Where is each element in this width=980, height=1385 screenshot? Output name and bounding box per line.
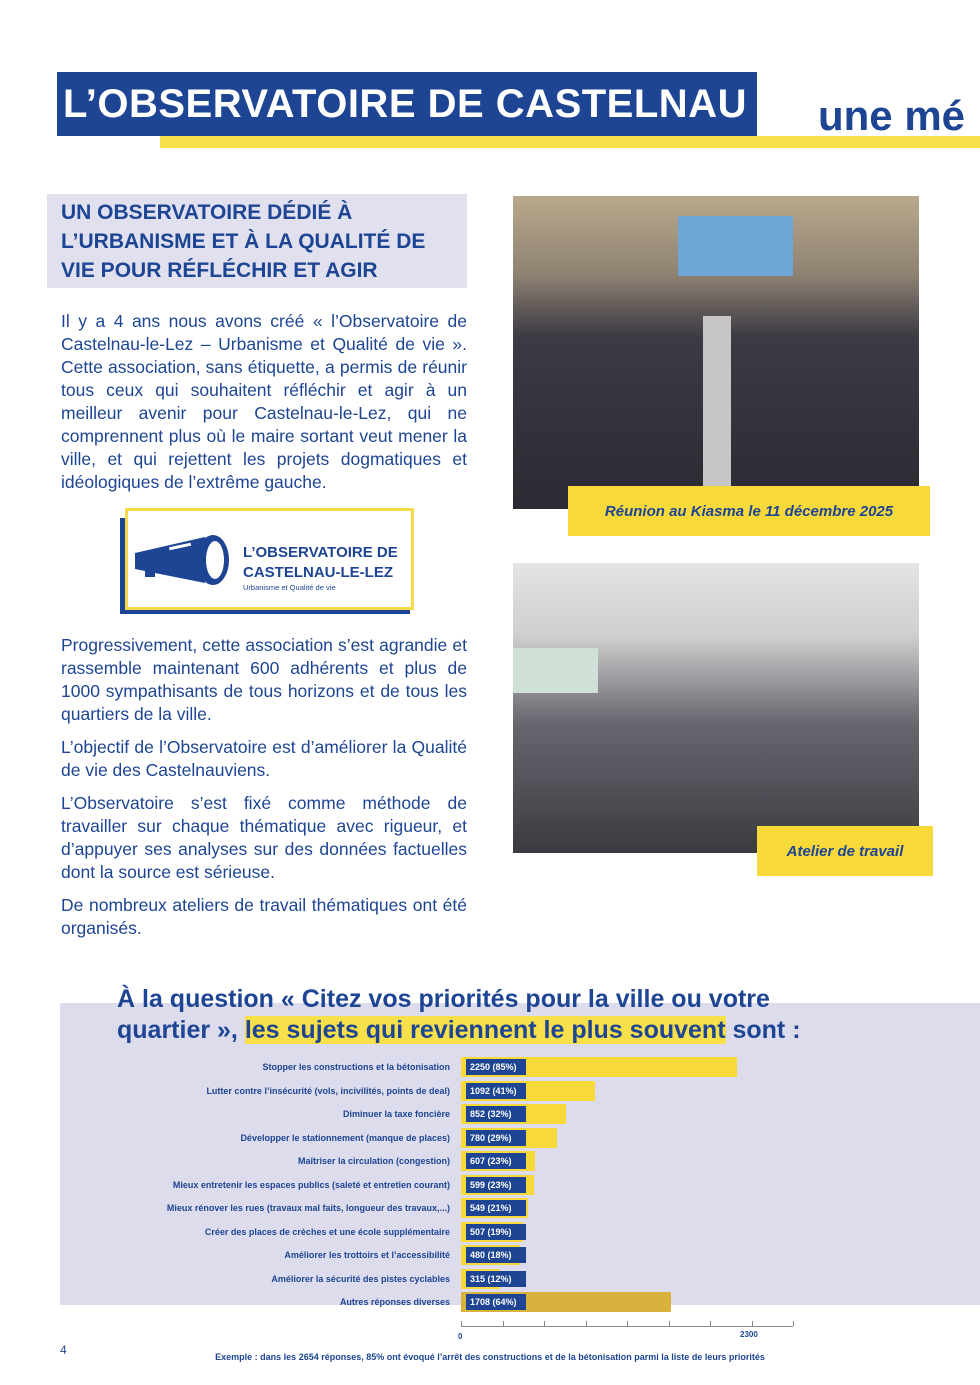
data-label: 780 (29%) (466, 1130, 526, 1146)
category-label: Lutter contre l’insécurité (vols, incivilités, points de deal) (206, 1085, 450, 1096)
x-tick (544, 1321, 545, 1326)
data-label: 852 (32%) (466, 1106, 526, 1122)
section-subheading: UN OBSERVATOIRE DÉDIÉ À L’URBANISME ET À LA QUALITÉ DE VIE POUR RÉFLÉCHIR ET AGIR (47, 194, 467, 288)
photo-workshop (513, 563, 919, 853)
category-label: Stopper les constructions et la bétonisation (262, 1062, 450, 1072)
x-tick-label: 0 (458, 1332, 463, 1341)
question-highlight: les sujets qui reviennent le plus souvent (244, 1016, 726, 1044)
category-label: Autres réponses diverses (339, 1297, 450, 1307)
x-tick (669, 1321, 670, 1326)
photo-kiasma-meeting (513, 196, 919, 509)
photo-caption-kiasma: Réunion au Kiasma le 11 décembre 2025 (568, 486, 930, 536)
x-tick (710, 1321, 711, 1326)
x-tick (793, 1321, 794, 1326)
photo-caption-workshop: Atelier de travail (757, 826, 933, 876)
data-label: 1092 (41%) (466, 1083, 526, 1099)
projection-screen (678, 216, 793, 276)
category-label: Maîtriser la circulation (congestion) (297, 1156, 450, 1166)
question-end: sont : (725, 1016, 801, 1044)
chart-title (117, 984, 801, 1046)
data-label: 599 (23%) (466, 1177, 526, 1193)
x-tick (586, 1321, 587, 1326)
logo-line2: CASTELNAU-LE-LEZ (243, 564, 393, 581)
paragraph-intro: Il y a 4 ans nous avons créé « l’Observatoire de Castelnau-le-Lez – Urbanisme et Qualité de vie ». Cette association, sans étiquette, a permis de réunir tous ceux qui souhaitent réfléchir et agir à un meilleur avenir pour Castelnau-le-Lez, qui ne comprennent plus où le maire sortant veut mener la ville, et qui rejettent les projets dogmatiques et idéologiques de l’extrême gauche. (61, 311, 467, 492)
page-number: 4 (60, 1343, 67, 1357)
category-label: Créer des places de crèches et une école supplémentaire (204, 1226, 450, 1237)
category-label: Mieux entretenir les espaces publics (saleté et entretien courant) (172, 1179, 450, 1190)
paragraph-workshops: De nombreux ateliers de travail thématiques ont été organisés. (61, 895, 467, 938)
data-label: 1708 (64%) (466, 1294, 526, 1310)
question-line2: quartier », (117, 1016, 245, 1044)
x-tick (752, 1321, 753, 1326)
tagline: une mé (818, 92, 966, 139)
category-label: Améliorer la sécurité des pistes cyclables (271, 1273, 450, 1284)
logo-block (120, 508, 420, 618)
data-label: 2250 (85%) (466, 1059, 526, 1075)
megaphone-icon (133, 531, 233, 591)
logo-subtitle: Urbanisme et Qualité de vie (243, 583, 336, 592)
logo-title (243, 543, 398, 583)
observatoire-logo (125, 508, 414, 610)
x-tick (627, 1321, 628, 1326)
x-tick (461, 1321, 462, 1326)
left-column (61, 310, 467, 950)
question-line1: À la question « Citez vos priorités pour la ville ou votre (117, 985, 770, 1013)
data-label: 480 (18%) (466, 1247, 526, 1263)
paragraph-objective: L’objectif de l’Observatoire est d’améliorer la Qualité de vie des Castelnauviens. (61, 737, 467, 780)
aisle (703, 316, 731, 509)
page-title: L’OBSERVATOIRE DE CASTELNAU (57, 72, 757, 136)
x-tick-label: 2300 (740, 1330, 758, 1339)
chart-note: Exemple : dans les 2654 réponses, 85% ont évoqué l’arrêt des constructions et de la bétonisation parmi la liste de leurs priorités (215, 1352, 765, 1362)
data-label: 315 (12%) (466, 1271, 526, 1287)
logo-line1: L’OBSERVATOIRE DE (243, 544, 398, 561)
data-label: 507 (19%) (466, 1224, 526, 1240)
paragraph-method: L’Observatoire s’est fixé comme méthode de travailler sur chaque thématique avec rigueur, et d’appuyer ses analyses sur des données factuelles dont la source est sérieuse. (61, 793, 467, 882)
category-label: Diminuer la taxe foncière (342, 1109, 450, 1119)
x-tick (503, 1321, 504, 1326)
data-label: 549 (21%) (466, 1200, 526, 1216)
paragraph-growth: Progressivement, cette association s’est agrandie et rassemble maintenant 600 adhérents et plus de 1000 sympathisants de tous horizons et de tous les quartiers de la ville. (61, 635, 467, 724)
projection-screen (513, 648, 598, 693)
category-label: Améliorer les trottoirs et l’accessibilité (284, 1250, 450, 1260)
data-label: 607 (23%) (466, 1153, 526, 1169)
category-label: Développer le stationnement (manque de places) (240, 1132, 450, 1143)
category-label: Mieux rénover les rues (travaux mal faits, longueur des travaux,...) (166, 1203, 450, 1213)
x-axis (461, 1326, 793, 1327)
